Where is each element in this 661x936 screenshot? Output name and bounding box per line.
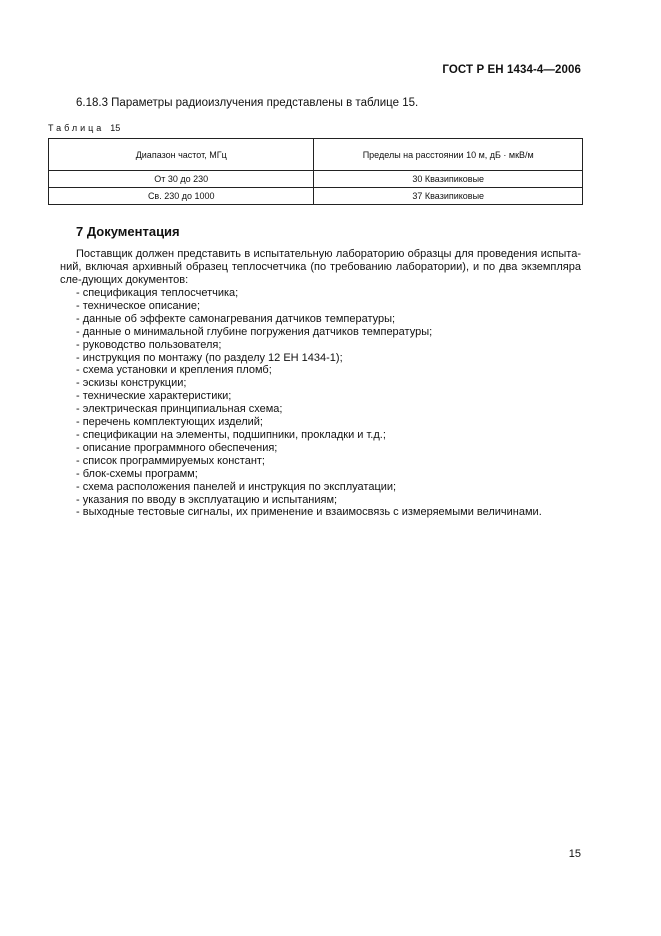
section-heading: 7 Документация bbox=[76, 224, 180, 239]
section-paragraph: Поставщик должен представить в испытательную лабораторию образцы для проведения испыта-ний, включая архивный образец теплосчетчика (по требованию лаборатории), и по два экземпляра сле-дующих документов: bbox=[60, 248, 581, 286]
list-item: - руководство пользователя; bbox=[76, 338, 222, 351]
list-item: - данные о минимальной глубине погружения датчиков температуры; bbox=[76, 325, 433, 338]
list-item: - инструкция по монтажу (по разделу 12 ЕН 1434-1); bbox=[76, 351, 343, 364]
table-row bbox=[49, 188, 583, 205]
list-item: - список программируемых констант; bbox=[76, 454, 265, 467]
section-body bbox=[60, 248, 581, 287]
list-item: - спецификация теплосчетчика; bbox=[76, 287, 239, 299]
clause-6-18-3: 6.18.3 Параметры радиоизлучения представлены в таблице 15. bbox=[76, 97, 419, 109]
list-item: - технические характеристики; bbox=[76, 390, 232, 403]
documents-list bbox=[76, 287, 542, 519]
table-cell-limit: 37 Квазипиковые bbox=[314, 188, 583, 205]
table-header-row bbox=[49, 139, 583, 171]
list-item: - схема расположения панелей и инструкция по эксплуатации; bbox=[76, 480, 397, 493]
table-row bbox=[49, 171, 583, 188]
page-number: 15 bbox=[568, 848, 581, 860]
list-item: - перечень комплектующих изделий; bbox=[76, 416, 263, 429]
list-item: - данные об эффекте самонагревания датчиков температуры; bbox=[76, 312, 396, 325]
list-item: - спецификации на элементы, подшипники, прокладки и т.д.; bbox=[76, 428, 386, 441]
list-item: - указания по вводу в эксплуатацию и испытаниям; bbox=[76, 493, 338, 506]
table-caption-label: Таблица bbox=[48, 123, 105, 133]
table-header-limits: Пределы на расстоянии 10 м, дБ · мкВ/м bbox=[314, 139, 583, 171]
radio-emission-table bbox=[48, 138, 583, 205]
list-item: - эскизы конструкции; bbox=[76, 377, 187, 390]
table-caption bbox=[48, 123, 120, 133]
document-standard-code: ГОСТ Р ЕН 1434-4—2006 bbox=[442, 64, 581, 76]
list-item: - схема установки и крепления пломб; bbox=[76, 364, 272, 377]
table-caption-number: 15 bbox=[110, 123, 121, 133]
table-header-frequency-range: Диапазон частот, МГц bbox=[49, 139, 314, 171]
list-item: - выходные тестовые сигналы, их применение и взаимосвязь с измеряемыми величинами. bbox=[76, 506, 542, 519]
list-item: - электрическая принципиальная схема; bbox=[76, 403, 283, 416]
table-cell-frequency: Св. 230 до 1000 bbox=[49, 188, 314, 205]
list-item: - техническое описание; bbox=[76, 299, 201, 312]
list-item: - блок-схемы программ; bbox=[76, 467, 198, 480]
table-cell-limit: 30 Квазипиковые bbox=[314, 171, 583, 188]
table-cell-frequency: От 30 до 230 bbox=[49, 171, 314, 188]
list-item: - описание программного обеспечения; bbox=[76, 441, 278, 454]
